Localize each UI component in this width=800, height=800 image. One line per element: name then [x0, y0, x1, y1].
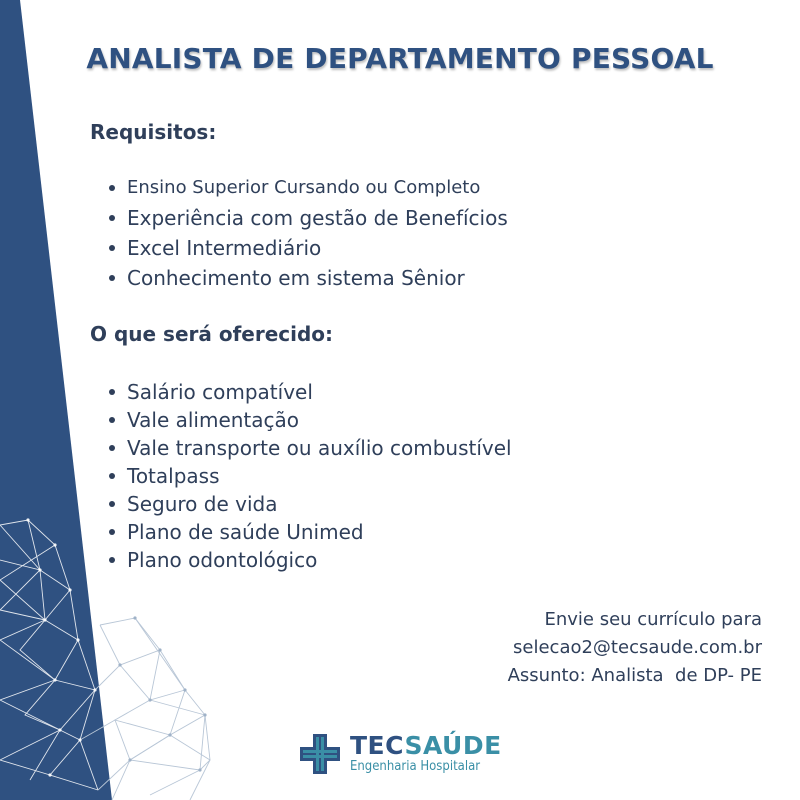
list-item: Vale alimentação — [105, 406, 512, 434]
list-item: Experiência com gestão de Benefícios — [105, 203, 508, 233]
list-item: Totalpass — [105, 462, 512, 490]
list-item: Plano de saúde Unimed — [105, 518, 512, 546]
page-title: ANALISTA DE DEPARTAMENTO PESSOAL — [86, 42, 714, 75]
logo-name-part2: SAÚDE — [404, 731, 502, 760]
list-item: Vale transporte ou auxílio combustível — [105, 434, 512, 462]
medical-cross-icon — [298, 732, 342, 776]
offered-heading: O que será oferecido: — [90, 322, 334, 346]
logo-wordmark — [350, 733, 502, 759]
logo-name-part1: TEC — [350, 731, 405, 760]
requirements-heading: Requisitos: — [90, 120, 217, 144]
contact-email: selecao2@tecsaude.com.br — [513, 637, 762, 658]
network-nodes-outer — [118, 616, 206, 771]
list-item: Ensino Superior Cursando ou Completo — [105, 173, 508, 203]
list-item: Conhecimento em sistema Sênior — [105, 263, 508, 293]
requirements-list — [105, 173, 508, 293]
contact-block — [508, 606, 762, 690]
contact-subject: Assunto: Analista de DP- PE — [507, 665, 762, 686]
offered-list — [105, 378, 512, 574]
list-item: Excel Intermediário — [105, 233, 508, 263]
company-logo — [298, 730, 502, 778]
logo-tagline: Engenharia Hospitalar — [350, 759, 481, 774]
list-item: Seguro de vida — [105, 490, 512, 518]
contact-instruction: Envie seu currículo para — [544, 609, 762, 630]
list-item: Plano odontológico — [105, 546, 512, 574]
list-item: Salário compatível — [105, 378, 512, 406]
